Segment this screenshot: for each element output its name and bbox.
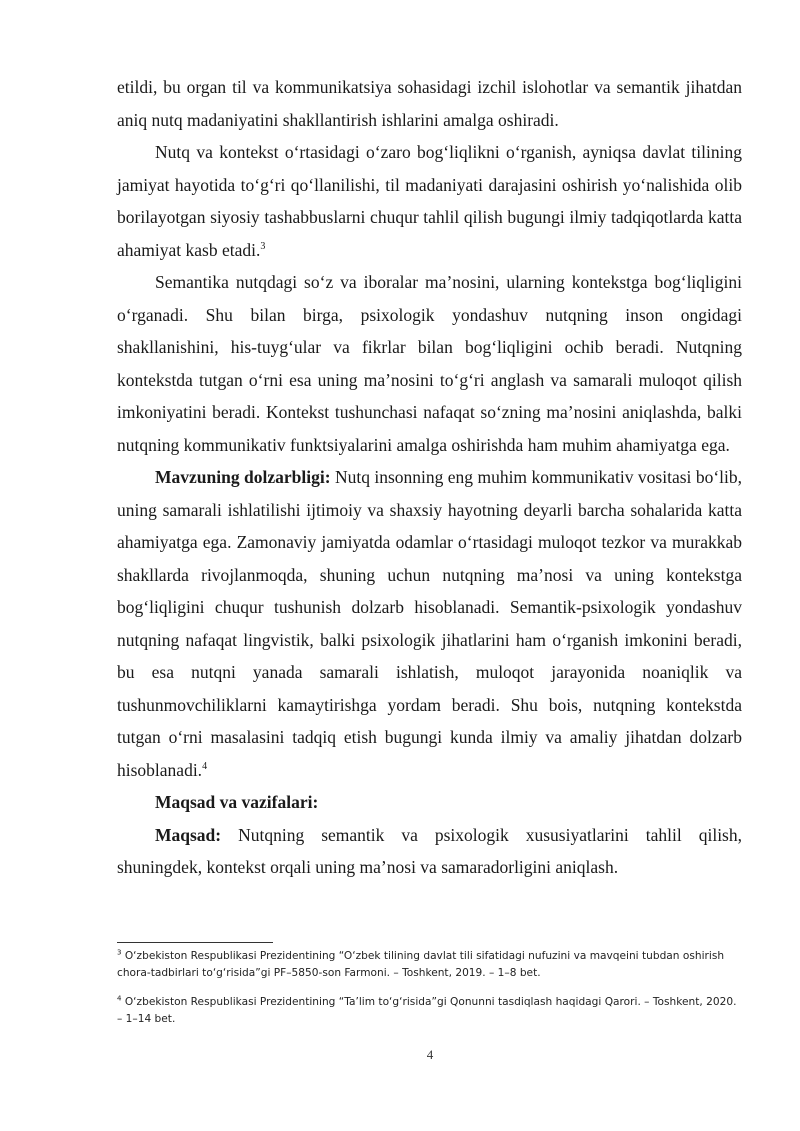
paragraph-relevance bbox=[117, 461, 742, 786]
section-label: Maqsad: bbox=[155, 824, 222, 845]
paragraph-goal bbox=[117, 819, 742, 884]
paragraph-1 bbox=[117, 71, 742, 136]
footnote-number: 3 bbox=[117, 948, 122, 957]
footnote-4 bbox=[117, 994, 742, 1028]
paragraph-text: Nutq insonning eng muhim kommunikativ vositasi bo‘lib, uning samarali ishlatilishi ijtimoiy va shaxsiy hayotning deyarli barcha sohalarida katta ahamiyatga ega. Zamonaviy jamiyatda odamlar o‘rtasidagi muloqot tezkor va murakkab shakllarda rivojlanmoqda, shuning uchun nutqning ma’nosi va uning kontekstga bog‘liqligini chuqur tushunish dolzarb hisoblanadi. Semantik-psixologik yondashuv nutqning nafaqat lingvistik, balki psixologik jihatlarini ham o‘rganish imkonini beradi, bu esa nutqni yanada samarali ishlatish, muloqot jarayonida noaniqlik va tushunmovchiliklarni kamaytirishga yordam beradi. Shu bois, nutqning kontekstda tutgan o‘rni masalasini tadqiq etish bugungi kunda ilmiy va amaliy jihatdan dolzarb hisoblanadi. bbox=[117, 467, 742, 780]
paragraph-text: Semantika nutqdagi so‘z va iboralar ma’nosini, ularning kontekstga bog‘liqligini o‘rganadi. Shu bilan birga, psixologik yondashuv nutqning inson ongidagi shakllanishini, his-tuyg‘ular va fikrlar bilan bog‘liqligini ochib beradi. Nutqning kontekstda tutgan o‘rni esa uning ma’nosini to‘g‘ri anglash va samarali muloqot qilish imkoniyatini beradi. Kontekst tushunchasi nafaqat so‘zning ma’nosini aniqlashda, balki nutqning kommunikativ funktsiyalarini amalga oshirishda ham muhim ahamiyatga ega. bbox=[117, 272, 742, 455]
footnote-separator bbox=[117, 942, 273, 943]
section-label: Mavzuning dolzarbligi: bbox=[155, 467, 331, 487]
paragraph-3 bbox=[117, 266, 742, 461]
footnote-ref: 4 bbox=[202, 760, 208, 772]
paragraph-text: etildi, bu organ til va kommunikatsiya sohasidagi izchil islohotlar va semantik jihatdan aniq nutq madaniyatini shakllantirish ishlarini amalga oshiradi. bbox=[117, 77, 742, 130]
page-number: 4 bbox=[426, 1047, 434, 1062]
paragraph-text: Nutqning semantik va psixologik xususiyatlarini tahlil qilish, shuningdek, kontekst orqali uning ma’nosi va samaradorligini aniqlash. bbox=[117, 824, 742, 877]
paragraph-2 bbox=[117, 136, 742, 266]
footnote-text: O‘zbekiston Respublikasi Prezidentining “Ta’lim to‘g‘risida”gi Qonunni tasdiqlash haqidagi Qarori. – Toshkent, 2020. – 1–14 bet. bbox=[117, 996, 737, 1025]
footnote-3 bbox=[117, 948, 742, 982]
footnote-ref: 3 bbox=[260, 240, 266, 252]
footnote-number: 4 bbox=[117, 994, 122, 1003]
footnote-text: O‘zbekiston Respublikasi Prezidentining “O‘zbek tilining davlat tili sifatidagi nufuzini va mavqeini tubdan oshirish chora-tadbirlari to‘g‘risida”gi PF–5850-son Farmoni. – Toshkent, 2019. – 1–8 bet. bbox=[117, 950, 725, 979]
section-heading: Maqsad va vazifalari: bbox=[155, 792, 319, 812]
heading-goals bbox=[117, 786, 742, 819]
footnotes bbox=[117, 948, 742, 1040]
body-text bbox=[117, 71, 742, 884]
paragraph-text: Nutq va kontekst o‘rtasidagi o‘zaro bog‘liqlikni o‘rganish, ayniqsa davlat tilining jamiyat hayotida to‘g‘ri qo‘llanilishi, til madaniyati darajasini oshirish yo‘nalishida olib borilayotgan siyosiy tashabbuslarni chuqur tahlil qilish bugungi ilmiy tadqiqotlarda katta ahamiyat kasb etadi. bbox=[117, 142, 742, 260]
